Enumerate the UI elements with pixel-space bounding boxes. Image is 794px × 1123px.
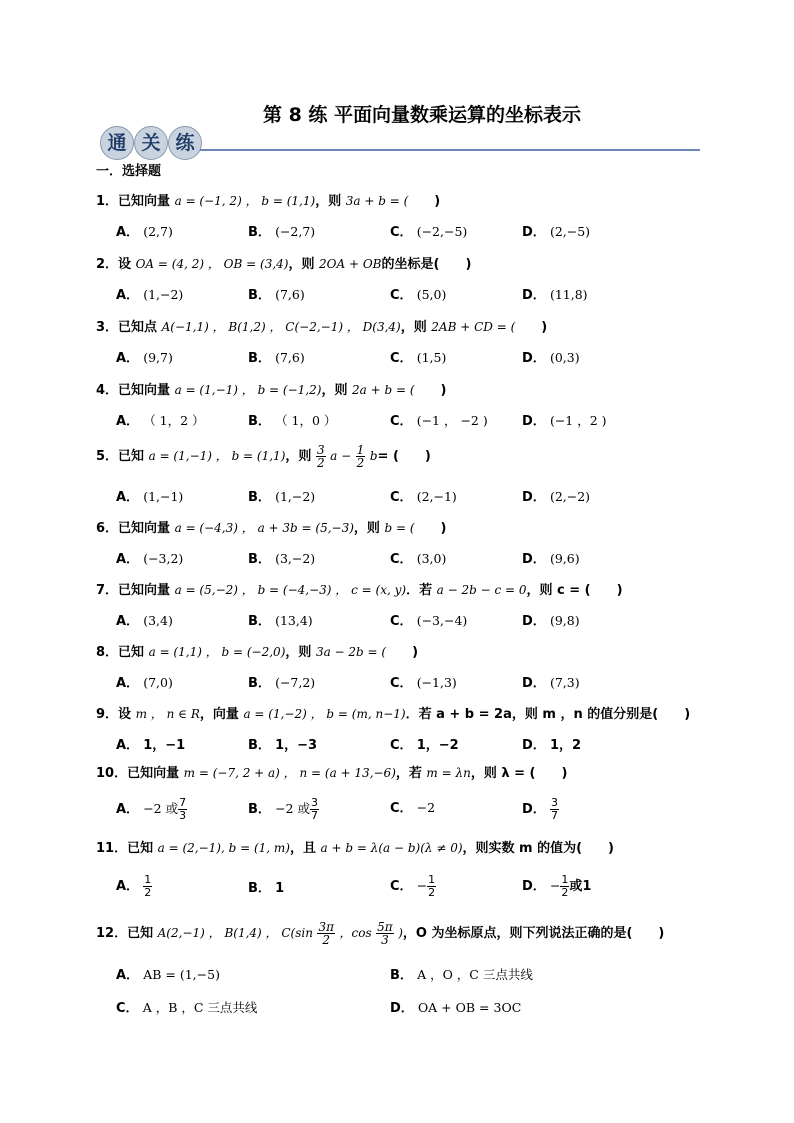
q12-option-d[interactable]: D． OA + OB = 3OC bbox=[390, 1000, 522, 1016]
q9-option-d[interactable]: D． 1，2 bbox=[522, 738, 582, 753]
q5-option-d[interactable]: D． (2,−2) bbox=[522, 489, 591, 505]
q3-option-b[interactable]: B． (7,6) bbox=[248, 350, 305, 366]
page-title: 第 8 练 平面向量数乘运算的坐标表示 bbox=[262, 104, 582, 126]
q3-option-a[interactable]: A． (9,7) bbox=[116, 350, 173, 366]
q5-option-b[interactable]: B． (1,−2) bbox=[248, 489, 316, 505]
question-12: 12．已知 A(2,−1) ， B(1,4) ， C(sin $\frac{3\pi}{2}$ ，cos $\frac{5\pi}{3}$ )，O 为坐标原点，则下列说法正确的是( ) bbox=[96, 920, 665, 947]
fraction-3-2: $\frac{3}{2}$ bbox=[316, 443, 325, 470]
question-3: 3．已知点 A(−1,1) ， B(1,2) ， C(−2,−1) ， D(3,4)，则 2AB + CD = ( ) bbox=[96, 320, 548, 335]
q4-option-b[interactable]: B． （ 1，0 ） bbox=[248, 413, 337, 429]
q9-option-c[interactable]: C． 1，−2 bbox=[390, 738, 459, 753]
q1-option-c[interactable]: C． (−2,−5) bbox=[390, 224, 468, 240]
q2-option-c[interactable]: C． (5,0) bbox=[390, 287, 447, 303]
q6-option-a[interactable]: A． (−3,2) bbox=[116, 551, 184, 567]
banner-divider bbox=[200, 149, 700, 151]
q12-option-c[interactable]: C． A ，B ，C 三点共线 bbox=[116, 1000, 258, 1016]
banner-char-3: 练 bbox=[168, 126, 202, 160]
q7-option-d[interactable]: D． (9,8) bbox=[522, 613, 580, 629]
q4-option-a[interactable]: A． （ 1，2 ） bbox=[116, 413, 205, 429]
fraction-1-2-a: $\frac{1}{2}$ bbox=[144, 873, 152, 899]
q1-option-a[interactable]: A． (2,7) bbox=[116, 224, 173, 240]
banner-char-2: 关 bbox=[134, 126, 168, 160]
q11-option-d[interactable]: D． − $\frac{1}{2}$ 或1 bbox=[522, 873, 592, 899]
q5-option-c[interactable]: C． (2,−1) bbox=[390, 489, 457, 505]
question-8: 8．已知 a = (1,1) ， b = (−2,0)，则 3a − 2b = ( ) bbox=[96, 645, 419, 660]
question-10: 10．已知向量 m = (−7, 2 + a) ， n = (a + 13,−6)，若 m = λn，则 λ = ( ) bbox=[96, 766, 568, 781]
question-1: 1．已知向量 a = (−1, 2) ， b = (1,1)，则 3a + b = ( ) bbox=[96, 194, 441, 209]
q9-option-a[interactable]: A． 1，−1 bbox=[116, 738, 186, 753]
q6-option-b[interactable]: B． (3,−2) bbox=[248, 551, 316, 567]
fraction-7-3: $\frac{7}{3}$ bbox=[179, 796, 187, 822]
q7-option-c[interactable]: C． (−3,−4) bbox=[390, 613, 468, 629]
q10-option-b[interactable]: B． −2 或 $\frac{3}{7}$ bbox=[248, 796, 318, 822]
fraction-3-7: $\frac{3}{7}$ bbox=[310, 796, 318, 822]
q8-option-a[interactable]: A． (7,0) bbox=[116, 675, 173, 691]
q7-option-b[interactable]: B． (13,4) bbox=[248, 613, 313, 629]
q10-option-a[interactable]: A． −2 或 $\frac{7}{3}$ bbox=[116, 796, 187, 822]
question-4: 4．已知向量 a = (1,−1) ， b = (−1,2)，则 2a + b = ( ) bbox=[96, 383, 447, 398]
q5-option-a[interactable]: A． (1,−1) bbox=[116, 489, 184, 505]
fraction-3-7-d: $\frac{3}{7}$ bbox=[550, 796, 558, 822]
question-7: 7．已知向量 a = (5,−2) ， b = (−4,−3) ， c = (x, y)．若 a − 2b − c = 0，则 c = ( ) bbox=[96, 583, 623, 598]
q12-option-b[interactable]: B． A ，O ，C 三点共线 bbox=[390, 967, 533, 983]
banner-char-1: 通 bbox=[100, 126, 134, 160]
q8-option-d[interactable]: D． (7,3) bbox=[522, 675, 580, 691]
q11-option-b[interactable]: B． 1 bbox=[248, 881, 285, 896]
q6-option-d[interactable]: D． (9,6) bbox=[522, 551, 580, 567]
section-heading: 一．选择题 bbox=[96, 164, 162, 179]
q2-option-a[interactable]: A． (1,−2) bbox=[116, 287, 184, 303]
fraction-1-2: $\frac{1}{2}$ bbox=[356, 443, 365, 470]
q2-option-d[interactable]: D． (11,8) bbox=[522, 287, 588, 303]
q11-option-a[interactable]: A． $\frac{1}{2}$ bbox=[116, 873, 152, 899]
section-banner bbox=[100, 126, 700, 162]
q2-option-b[interactable]: B． (7,6) bbox=[248, 287, 305, 303]
question-9: 9．设 m ， n ∈ R，向量 a = (1,−2) ， b = (m, n−1)．若 a + b = 2a，则 m ，n 的值分别是( ) bbox=[96, 707, 691, 722]
question-6: 6．已知向量 a = (−4,3) ， a + 3b = (5,−3)，则 b = ( ) bbox=[96, 521, 447, 536]
q1-option-d[interactable]: D． (2,−5) bbox=[522, 224, 591, 240]
question-5: 5．已知 a = (1,−1) ， b = (1,1)，则 $\frac{3}{2}$ a − $\frac{1}{2}$ b= ( ) bbox=[96, 443, 431, 470]
q3-option-d[interactable]: D． (0,3) bbox=[522, 350, 580, 366]
q10-option-c[interactable]: C． −2 bbox=[390, 800, 436, 816]
question-2: 2．设 OA = (4, 2) ， OB = (3,4)，则 2OA + OB的坐标是( ) bbox=[96, 257, 472, 272]
q8-option-c[interactable]: C． (−1,3) bbox=[390, 675, 457, 691]
q3-option-c[interactable]: C． (1,5) bbox=[390, 350, 447, 366]
q12-option-a[interactable]: A． AB = (1,−5) bbox=[116, 967, 220, 983]
q9-option-b[interactable]: B． 1，−3 bbox=[248, 738, 318, 753]
q4-option-c[interactable]: C． (−1 ， −2 ) bbox=[390, 413, 488, 429]
q8-option-b[interactable]: B． (−7,2) bbox=[248, 675, 316, 691]
fraction-1-2-d: $\frac{1}{2}$ bbox=[561, 873, 569, 899]
q11-option-c[interactable]: C． − $\frac{1}{2}$ bbox=[390, 873, 436, 899]
question-11: 11．已知 a = (2,−1), b = (1, m)，且 a + b = λ(a − b)(λ ≠ 0)，则实数 m 的值为( ) bbox=[96, 841, 614, 856]
q6-option-c[interactable]: C． (3,0) bbox=[390, 551, 447, 567]
fraction-5pi-3: $\frac{5\pi}{3}$ bbox=[377, 920, 393, 947]
fraction-3pi-2: $\frac{3\pi}{2}$ bbox=[318, 920, 334, 947]
q7-option-a[interactable]: A． (3,4) bbox=[116, 613, 173, 629]
q1-option-b[interactable]: B． (−2,7) bbox=[248, 224, 316, 240]
q4-option-d[interactable]: D． (−1 ，2 ) bbox=[522, 413, 607, 429]
q10-option-d[interactable]: D． $\frac{3}{7}$ bbox=[522, 796, 558, 822]
fraction-1-2-c: $\frac{1}{2}$ bbox=[428, 873, 436, 899]
